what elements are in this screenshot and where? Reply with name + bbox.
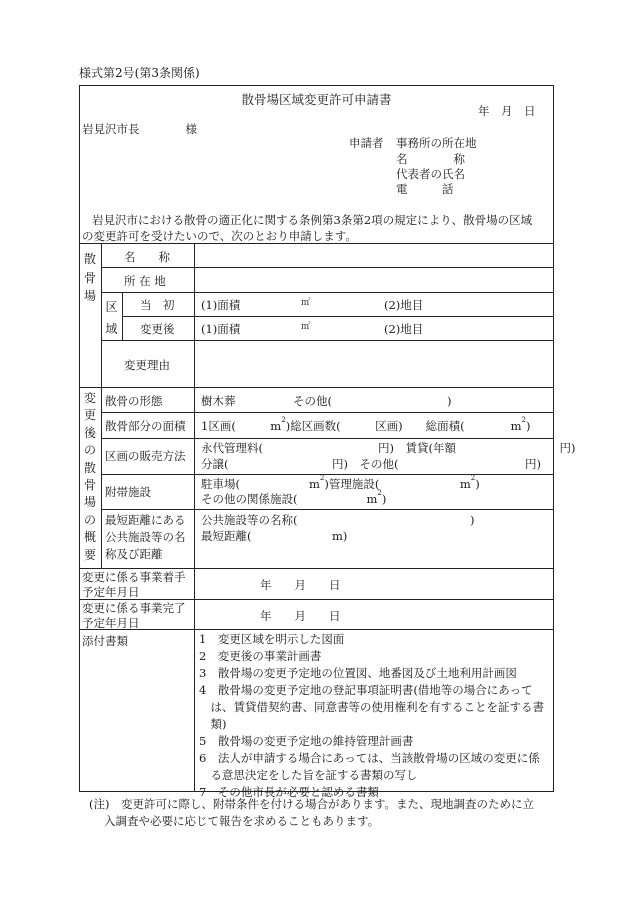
applicant-office-address-label: 事務所の所在地 — [396, 136, 477, 150]
grid-line — [79, 243, 554, 244]
current-land-item: (2)地目 — [384, 298, 424, 312]
grid-line — [101, 267, 554, 268]
grid-line — [101, 509, 554, 510]
list-item: る意思決定をした旨を証する書類の写し — [199, 768, 418, 782]
start-date-value: 年 月 日 — [260, 578, 341, 592]
note-line-2: 入調査や必要に応じて報告を求めることもあります。 — [104, 814, 380, 828]
grid-line — [79, 387, 554, 388]
applicant-phone-label: 電 話 — [396, 182, 454, 196]
applicant-representative-label: 代表者の氏名 — [396, 167, 465, 181]
area-current-label: 当 初 — [140, 298, 175, 312]
grid-line — [122, 292, 123, 340]
list-item: 4 散骨場の変更予定地の登記事項証明書(借地等の場合にあって — [199, 683, 533, 697]
list-item: は、賃貸借契約書、同意書等の使用権利を有することを証する書 — [199, 700, 544, 714]
grid-line — [79, 568, 554, 569]
facility-label: 附帯施設 — [105, 485, 151, 499]
site-location-label: 所 在 地 — [124, 274, 166, 288]
distance-line-1: 公共施設等の名称( ) — [201, 513, 475, 527]
intro-line-1: 岩見沢市における散骨の適正化に関する条例第3条第2項の規定により、散骨場の区域 — [92, 213, 533, 227]
grid-line — [101, 474, 554, 475]
facility-line-2: その他の関係施設( $m^2$) — [201, 489, 387, 506]
area-label: 区 域 — [105, 300, 118, 336]
sales-method-label: 区画の販売方法 — [105, 449, 186, 463]
distance-label: 最短距離にある 公共施設等の名 称及び距離 — [105, 513, 186, 561]
current-area-item: (1)面積 — [201, 298, 241, 312]
list-item: 5 散骨場の変更予定地の維持管理計画書 — [199, 734, 414, 748]
end-date-value: 年 月 日 — [260, 609, 341, 623]
sales-method-line-1: 永代管理料( 円) 賃貸(年額 円) — [201, 441, 576, 455]
start-date-label: 変更に係る事業着手 予定年月日 — [82, 570, 186, 599]
area-after-label: 変更後 — [140, 322, 175, 336]
form-number-label: 様式第2号(第3条関係) — [79, 66, 200, 80]
addressee: 岩見沢市長 様 — [82, 122, 197, 136]
grid-line — [122, 316, 554, 317]
after-area-item: (1)面積 — [201, 322, 241, 336]
attachments-label: 添付書類 — [82, 634, 128, 648]
facility-line-1: 駐車場( $m^2$)管理施設( $m^2$) — [201, 474, 480, 491]
form-type-label: 散骨の形態 — [105, 394, 163, 408]
site-name-label: 名 称 — [124, 250, 170, 264]
grid-line — [101, 292, 554, 293]
grid-line — [101, 340, 554, 341]
intro-line-2: の変更許可を受けたいので、次のとおり申請します。 — [82, 229, 357, 243]
grid-line — [101, 412, 554, 413]
distance-line-2: 最短距離( m) — [201, 529, 348, 543]
after-land-item: (2)地目 — [384, 322, 424, 336]
form-title: 散骨場区域変更許可申請書 — [241, 92, 392, 107]
list-item: 1 変更区域を明示した図面 — [199, 632, 345, 646]
list-item: 2 変更後の事業計画書 — [199, 649, 322, 663]
list-item: 3 散骨場の変更予定地の位置図、地番図及び土地利用計画図 — [199, 666, 517, 680]
sales-method-line-2: 分譲( 円) その他( 円) — [201, 457, 541, 471]
attachments-list — [199, 631, 544, 801]
applicant-label: 申請者 — [349, 136, 384, 150]
grid-line — [101, 243, 102, 568]
grid-line — [101, 438, 554, 439]
list-item: 類) — [199, 717, 227, 731]
section-label-site: 散 骨 場 — [83, 252, 96, 304]
section-label-after-change: 変 更 後 の 散 骨 場 の 概 要 — [83, 391, 96, 562]
list-item: 6 法人が申請する場合にあっては、当該散骨場の区域の変更に係 — [199, 751, 540, 765]
form-type-value: 樹木葬 その他( ) — [201, 394, 452, 408]
note-line-1: (注) 変更許可に際し、附帯条件を付ける場合があります。また、現地調査のために立 — [89, 797, 535, 811]
end-date-label: 変更に係る事業完了 予定年月日 — [82, 601, 186, 630]
grid-line — [194, 243, 195, 792]
date-line: 年 月 日 — [478, 104, 536, 118]
current-area-unit: ㎡ — [301, 298, 311, 308]
change-reason-label: 変更理由 — [124, 358, 170, 372]
after-area-unit: ㎡ — [301, 322, 311, 332]
applicant-name-label: 名 称 — [396, 152, 465, 166]
list-item: 7 その他市長が必要と認める書類 — [199, 785, 379, 799]
scatter-area-value: 1区画( $m^2$)総区画数( 区画) 総面積( $m^2$) — [201, 416, 531, 433]
scatter-area-label: 散骨部分の面積 — [105, 419, 186, 433]
